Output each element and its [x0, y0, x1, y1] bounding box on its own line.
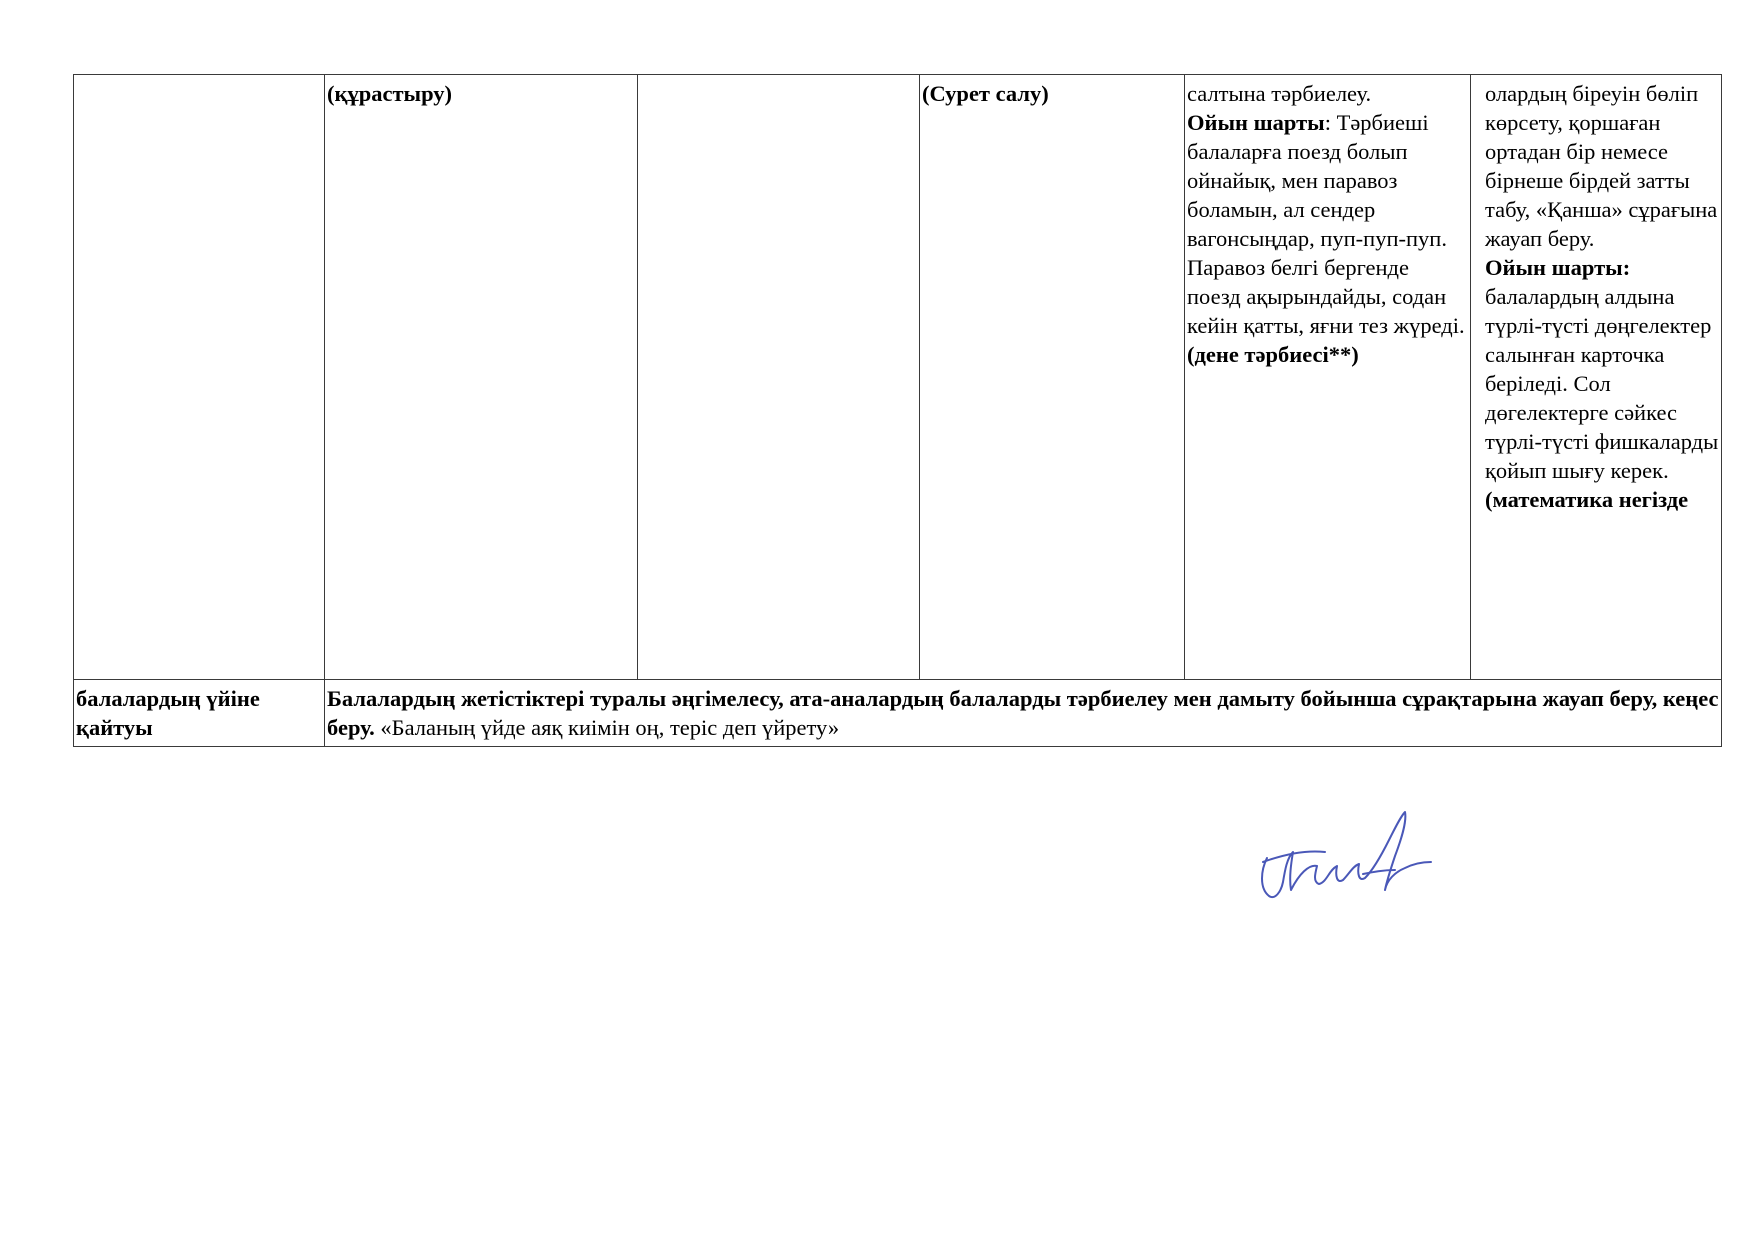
game-rule-text: балалардың алдына түрлі-түсті дөңгелектер салынған карточка беріледі. Сол дөгелектерге сәйкес түрлі-түсті фишкаларды қойып шығу керек.	[1485, 284, 1719, 483]
cell-heading: (Сурет салу)	[922, 81, 1049, 106]
table-cell-parents-talk	[325, 680, 1722, 747]
cell-footer: (математика негізде	[1485, 487, 1689, 512]
game-rule-text: : Тәрбиеші балаларға поезд болып ойнайық, мен паравоз боламын, ал сендер вагонсыңдар, пуп-пуп-пуп. Паравоз белгі бергенде поезд ақырындайды, содан кейін қатты, яғни тез жүреді.	[1187, 110, 1465, 338]
cell-text: салтына тәрбиелеу.	[1187, 81, 1372, 106]
signature	[1255, 800, 1435, 910]
signature-strokes	[1262, 812, 1431, 897]
row-label-going-home: балалардың үйіне қайтуы	[74, 680, 325, 747]
table-cell-construction	[325, 75, 638, 680]
table-cell-empty	[638, 75, 920, 680]
table-row	[74, 75, 1722, 680]
game-rule-label: Ойын шарты	[1187, 110, 1325, 135]
table-cell-empty	[74, 75, 325, 680]
game-rule-label: Ойын шарты:	[1485, 255, 1631, 280]
game-description	[1187, 108, 1468, 340]
table-cell-drawing	[920, 75, 1185, 680]
cell-footer: (дене тәрбиесі**)	[1187, 342, 1359, 367]
parents-talk-bold: Балалардың жетістіктері туралы әңгімелесу, ата-аналардың балаларды тәрбиелеу мен дамыту бойынша сұрақтарына жауап беру, кеңес беру.	[327, 686, 1719, 740]
table-cell-physical-education	[1185, 75, 1471, 680]
table-cell-math	[1471, 75, 1722, 680]
parents-talk-text: «Баланың үйде аяқ киімін оң, теріс деп үйрету»	[374, 715, 840, 740]
cell-heading: (құрастыру)	[327, 81, 453, 106]
cell-text: олардың біреуін бөліп көрсету, қоршаған ортадан бір немесе бірнеше бірдей затты табу, «Қанша» сұрағына жауап беру.	[1485, 81, 1718, 251]
plan-table	[73, 74, 1722, 747]
table-row	[74, 680, 1722, 747]
